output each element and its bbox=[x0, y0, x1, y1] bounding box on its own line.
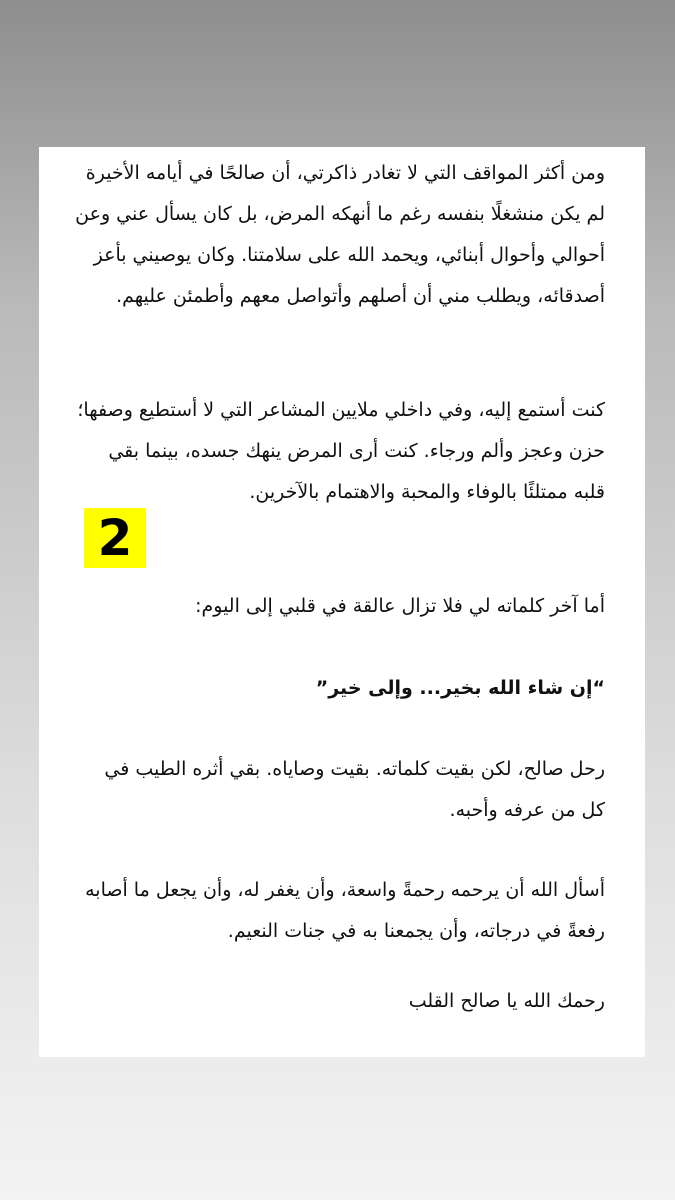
paragraph-feelings: كنت أستمع إليه، وفي داخلي ملايين المشاعر التي لا أستطيع وصفها؛ حزن وعجز وألم ورجاء. كنت أرى المرض ينهك جسده، بينما بقي قلبه ممتلئًا بالوفاء والمحبة والاهتمام بالآخرين. bbox=[77, 399, 605, 503]
paragraph-memories: ومن أكثر المواقف التي لا تغادر ذاكرتي، أن صالحًا في أيامه الأخيرة لم يكن منشغلًا بنفسه رغم ما أنهكه المرض، بل كان يسأل عني وعن أحوالي وأحوال أبنائي، ويحمد الله على سلامتنا. وكان يوصيني بأعز أصدقائه، ويطلب مني أن أصلهم وأتواصل معهم وأطمئن عليهم. bbox=[75, 162, 605, 307]
page-number-badge: 2 bbox=[84, 508, 146, 568]
paragraph-prayer: أسأل الله أن يرحمه رحمةً واسعة، وأن يغفر له، وأن يجعل ما أصابه رفعةً في درجاته، وأن يجمعنا به في جنات النعيم. bbox=[85, 879, 605, 942]
paragraph-last-words-intro: أما آخر كلماته لي فلا تزال عالقة في قلبي إلى اليوم: bbox=[195, 595, 605, 617]
document-card bbox=[39, 147, 645, 1057]
paragraph-quote: “إن شاء الله بخير... وإلى خير” bbox=[315, 677, 605, 699]
paragraph-closing: رحمك الله يا صالح القلب bbox=[408, 990, 605, 1012]
paragraph-legacy: رحل صالح، لكن بقيت كلماته. بقيت وصاياه. بقي أثره الطيب في كل من عرفه وأحبه. bbox=[104, 758, 605, 821]
